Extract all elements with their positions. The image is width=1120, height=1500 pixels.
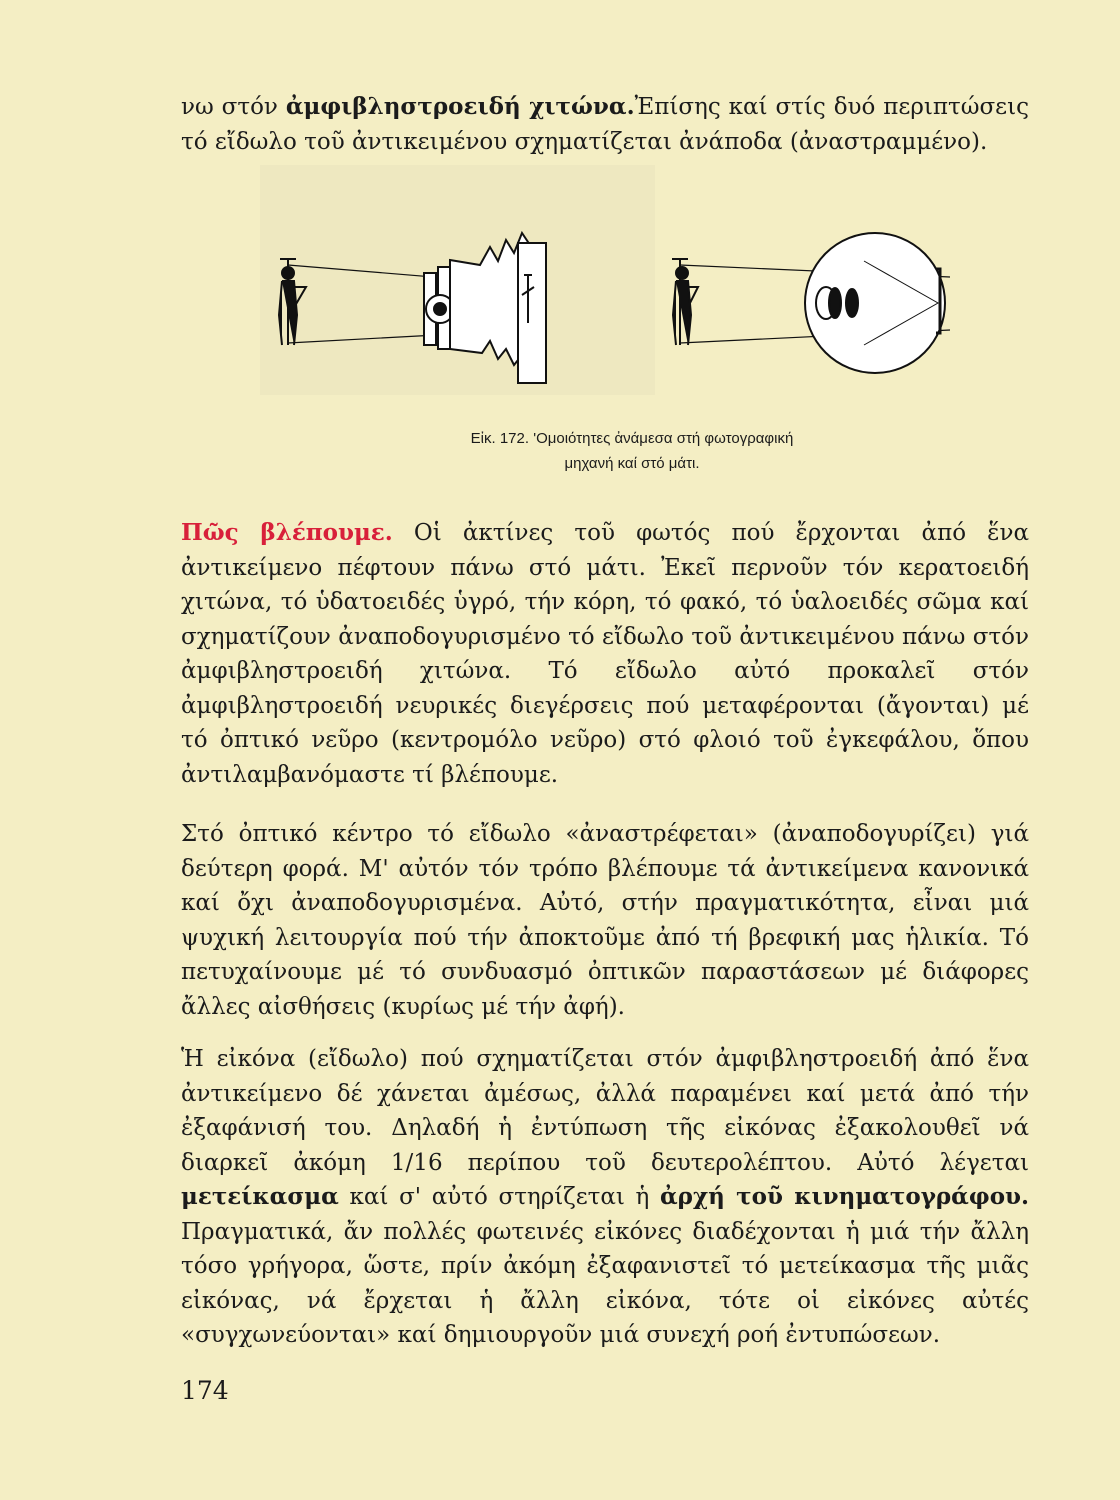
para3-term-meteikasma: μετείκασμα <box>181 1183 339 1210</box>
para3-term-cinema: ἀρχή τοῦ κινηματογράφου. <box>659 1183 1029 1210</box>
section-para2-text: Στό ὀπτικό κέντρο τό εἴδωλο «ἀναστρέφεται» (ἀναποδογυρίζει) γιά δεύτερη φορά. Μ' αὐτόν τόν τρόπο βλέπουμε τά ἀντικείμενα κανονικά καί ὄχι ἀναποδογυρισμένα. Αὐτό, στήν πραγματικότητα, εἶναι μιά ψυχική λειτουργία πού τήν ἀποκτοῦμε ἀπό τή βρεφική μας ἡλικία. Τό πετυχαίνουμε μέ τό συνδυασμό ὀπτικῶν παραστάσεων μέ διάφορες ἄλλες αἰσθήσεις (κυρίως μέ τήν ἀφή). <box>181 821 1029 1020</box>
intro-paragraph <box>181 90 1029 159</box>
page-number: 174 <box>181 1376 229 1405</box>
caption-line-1: Εἰκ. 172. 'Ομοιότητες ἀνάμεσα στή φωτογραφική <box>470 430 794 447</box>
figure-camera-eye <box>260 165 1000 465</box>
section-para1-text: Οἱ ἀκτίνες τοῦ φωτός πού ἔρχονται ἀπό ἕνα ἀντικείμενο πέφτουν πάνω στό μάτι. Ἐκεῖ περνοῦν τόν κερατοειδή χιτώνα, τό ὑδατοειδές ὑγρό, τήν κόρη, τό φακό, τό ὑαλοειδές σῶμα καί σχηματίζουν ἀναποδογυρισμένο τό εἴδωλο τοῦ ἀντικειμένου πάνω στόν ἀμφιβληστροειδή χιτώνα. Τό εἴδωλο αὐτό προκαλεῖ στόν ἀμφιβληστροειδή νευρικές διεγέρσεις πού μεταφέρονται (ἄγονται) μέ τό ὀπτικό νεῦρο (κεντρομόλο νεῦρο) στό φλοιό τοῦ ἐγκεφάλου, ὅπου ἀντιλαμβανόμαστε τί βλέπουμε. <box>181 520 1030 788</box>
camera-eye-illustration <box>260 165 1000 415</box>
para3-b: καί σ' αὐτό στηρίζεται ἡ <box>338 1184 660 1210</box>
section-title: Πῶς βλέπουμε. <box>181 519 393 546</box>
section-paragraph-2 <box>181 817 1029 1024</box>
intro-bold-term: ἀμφιβληστροειδή χιτώνα. <box>285 93 635 120</box>
figure-caption <box>372 426 892 476</box>
para3-c: Πραγματικά, ἄν πολλές φωτεινές εἰκόνες διαδέχονται ἡ μιά τήν ἄλλη τόσο γρήγορα, ὥστε, πρίν ἀκόμη ἐξαφανιστεῖ τό μετείκασμα τῆς μιᾶς εἰκόνας, νά ἔρχεται ἡ ἄλλη εἰκόνα, τότε οἱ εἰκόνες αὐτές «συγχωνεύονται» καί δημιουργοῦν μιά συνεχή ροή ἐντυπώσεων. <box>181 1218 1029 1348</box>
section-paragraph-3 <box>181 1042 1029 1353</box>
para3-a: Ἡ εἰκόνα (εἴδωλο) πού σχηματίζεται στόν ἀμφιβληστροειδή ἀπό ἕνα ἀντικείμενο δέ χάνεται ἀμέσως, ἀλλά παραμένει καί μετά ἀπό τήν ἐξαφάνισή του. Δηλαδή ἡ ἐντύπωση τῆς εἰκόνας ἐξακολουθεῖ νά διαρκεῖ ἀκόμη 1/16 περίπου τοῦ δευτερολέπτου. Αὐτό λέγεται <box>181 1046 1029 1176</box>
intro-rest: Ἐπίσης καί στίς δυό περιπτώσεις τό εἴδωλο τοῦ ἀντικειμένου σχηματίζεται ἀνάποδα (ἀναστραμμένο). <box>181 94 1029 155</box>
caption-line-2: μηχανή καί στό μάτι. <box>564 455 700 472</box>
section-paragraph-1 <box>181 516 1029 792</box>
eye-diagram <box>672 233 950 373</box>
intro-prefix: νω στόν <box>181 94 286 120</box>
